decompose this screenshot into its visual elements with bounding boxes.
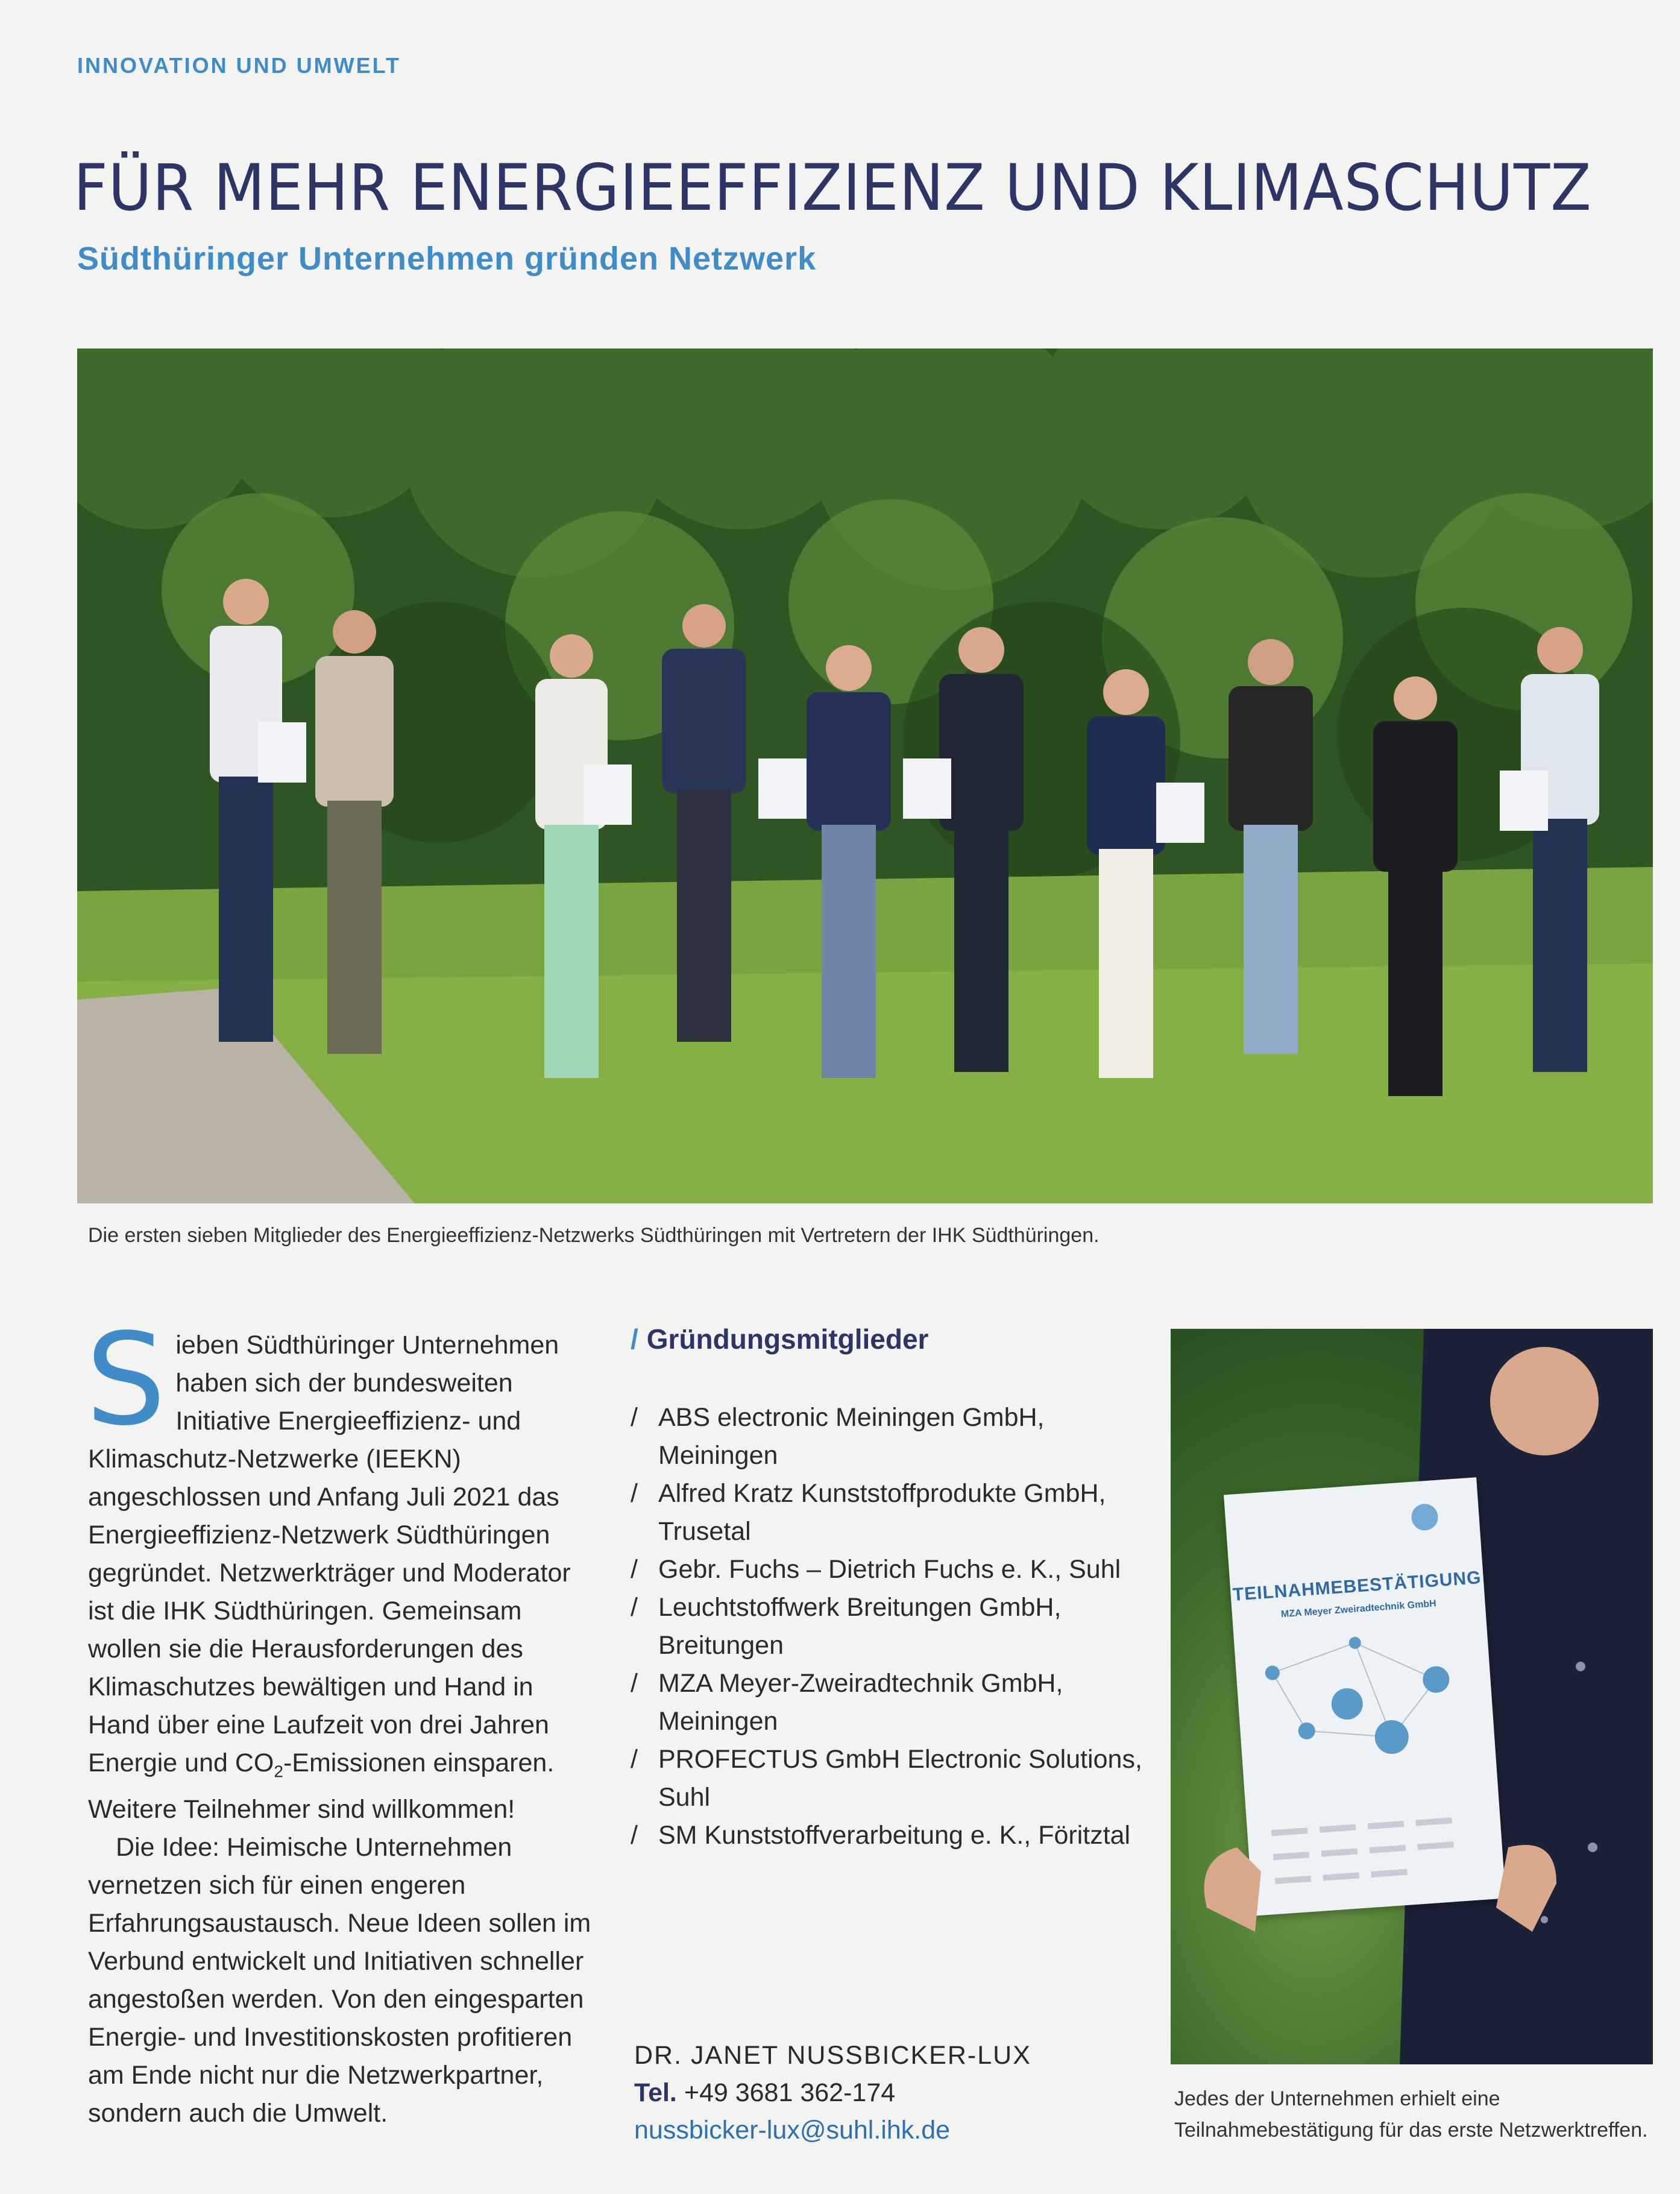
certificate xyxy=(1224,1477,1506,1916)
article-body xyxy=(86,1306,594,2133)
member-name: PROFECTUS GmbH Electronic Solutions, Suhl xyxy=(658,1745,1142,1812)
group-photo xyxy=(77,348,1653,1203)
list-item xyxy=(631,1741,1161,1817)
contact-email[interactable]: nussbicker-lux@suhl.ihk.de xyxy=(634,2116,951,2145)
section-label: INNOVATION UND UMWELT xyxy=(77,53,401,78)
list-slash: / xyxy=(631,1479,638,1508)
member-name: Alfred Kratz Kunststoffprodukte GmbH, Trusetal xyxy=(658,1479,1106,1546)
members-title xyxy=(631,1323,928,1355)
member-name: ABS electronic Meiningen GmbH, Meiningen xyxy=(658,1403,1045,1470)
contact-name: DR. JANET NUSSBICKER-LUX xyxy=(634,2041,1031,2070)
certificate-photo xyxy=(1171,1329,1653,2064)
member-name: MZA Meyer-Zweiradtechnik GmbH, Meiningen xyxy=(658,1669,1063,1736)
list-slash: / xyxy=(631,1821,638,1850)
phone-number: +49 3681 362-174 xyxy=(684,2078,896,2107)
co2-text: CO xyxy=(234,1748,274,1777)
co2-subscript: 2 xyxy=(274,1762,283,1781)
contact-block xyxy=(634,2037,1031,2149)
article-paragraph-1 xyxy=(86,1306,594,1829)
subheadline: Südthüringer Unternehmen gründen Netzwerk xyxy=(77,241,817,277)
contact-phone-line xyxy=(634,2074,1031,2111)
dropcap: S xyxy=(86,1306,166,1454)
list-item xyxy=(631,1475,1161,1551)
member-name: SM Kunststoffverarbeitung e. K., Föritztal xyxy=(658,1821,1131,1850)
members-title-text: Gründungsmitglieder xyxy=(646,1323,929,1355)
list-item xyxy=(631,1817,1161,1855)
group-photo-caption: Die ersten sieben Mitglieder des Energieeffizienz-Netzwerks Südthüringen mit Vertretern der IHK Südthüringen. xyxy=(88,1224,1100,1247)
list-slash: / xyxy=(631,1403,638,1432)
list-item xyxy=(631,1589,1161,1665)
members-list xyxy=(631,1399,1161,1855)
article-paragraph-1-text: ieben Südthüringer Unternehmen haben sich der bundesweiten Initiative Energieeffizienz- und Klimaschutz-Netzwerke (IEEKN) angeschlossen und Anfang Juli 2021 das Energieeffizienz-Netzwerk Südthüringen gegründet. Netzwerkträger und Moderator ist die IHK Südthüringen. Gemeinsam wollen sie die Herausforderungen des Klimaschutzes bewältigen und Hand in Hand über eine Laufzeit von drei Jahren Energie und xyxy=(88,1331,571,1777)
list-item xyxy=(631,1551,1161,1589)
certificate-photo-caption: Jedes der Unternehmen erhielt eine Teilnahmebestätigung für das erste Netzwerktreffen. xyxy=(1174,2087,1648,2142)
members-title-slash: / xyxy=(631,1323,638,1355)
certificate-title: TEILNAHMEBESTÄTIGUNG xyxy=(1232,1568,1482,1605)
phone-label: Tel. xyxy=(634,2078,677,2107)
list-item xyxy=(631,1399,1161,1475)
list-item xyxy=(631,1665,1161,1741)
headline: FÜR MEHR ENERGIEEFFIZIENZ UND KLIMASCHUTZ xyxy=(74,151,1592,225)
member-name: Leuchtstoffwerk Breitungen GmbH, Breitungen xyxy=(658,1593,1062,1660)
list-slash: / xyxy=(631,1555,638,1584)
certificate-company: MZA Meyer Zweiradtechnik GmbH xyxy=(1280,1598,1437,1620)
member-name: Gebr. Fuchs – Dietrich Fuchs e. K., Suhl xyxy=(658,1555,1121,1584)
list-slash: / xyxy=(631,1669,638,1698)
article-paragraph-1-end: -Emissionen einsparen. Weitere Teilnehmer sind willkommen! xyxy=(88,1748,555,1824)
article-paragraph-2: Die Idee: Heimische Unternehmen vernetzen sich für einen engeren Erfahrungsaustausch. Neue Ideen sollen im Verbund entwickelt und Initiativen schneller angestoßen werden. Von den eingesparten Energie- und Investitionskosten profitieren am Ende nicht nur die Netzwerkpartner, sondern auch die Umwelt. xyxy=(88,1832,591,2128)
list-slash: / xyxy=(631,1745,638,1774)
list-slash: / xyxy=(631,1593,638,1622)
